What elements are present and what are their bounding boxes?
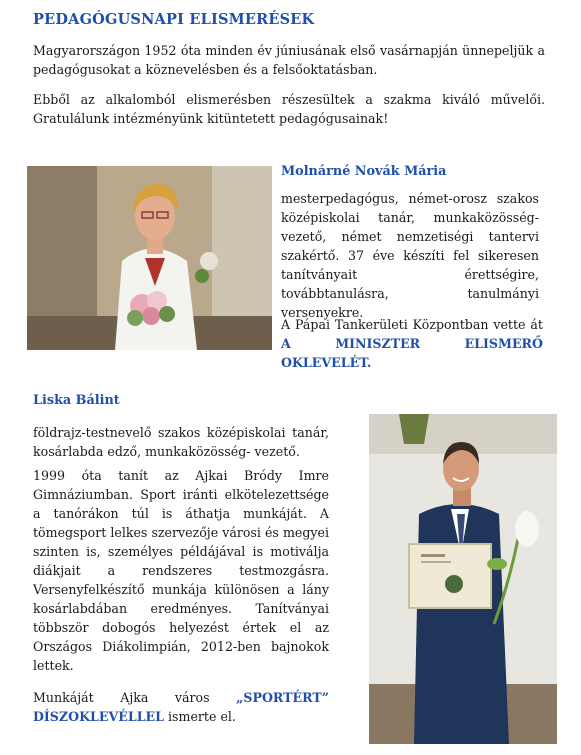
- page-title: PEDAGÓGUSNAPI ELISMERÉSEK: [33, 11, 315, 28]
- photo-liska-balint: [369, 414, 557, 744]
- person2-description: 1999 óta tanít az Ajkai Bródy Imre Gimnáziumban. Sport iránti elkötelezettsége a tanórákon túl is áthatja munkáját. A tömegsport lelkes szervezője városi és megyei szinten is, személyes példájával is motiválja diákjait a rendszeres testmozgásra. Versenyfelkészítő munkája különösen a lány kosárlabdában eredményes. Tanítványai többször dobogós helyezést értek el az Országos Diákolimpián, 2012-ben bajnokok lettek.: [33, 468, 329, 673]
- person1-award: [281, 315, 543, 372]
- person2-award-prefix: Munkáját Ajka város: [33, 690, 210, 705]
- person2-award-suffix: ismerte el.: [168, 709, 236, 724]
- person2-role: földrajz-testnevelő szakos középiskolai tanár, kosárlabda edző, munkaközösség- vezető.: [33, 425, 329, 459]
- person2-award: [33, 688, 329, 726]
- photo-molnarne-novak-maria: [27, 166, 272, 350]
- person2-name: Liska Bálint: [33, 393, 120, 408]
- person1-award-prefix: A Pápai Tankerületi Központban vette át: [281, 317, 543, 332]
- intro-paragraph-2: Ebből az alkalomból elismerésben részesültek a szakma kiváló művelői. Gratulálunk intézményünk kitüntetett pedagógusainak!: [33, 92, 545, 126]
- person1-award-name: A MINISZTER ELISMERŐ OKLEVELÉT.: [281, 336, 543, 370]
- intro-paragraph-1: Magyarországon 1952 óta minden év júniusának első vasárnapján ünnepeljük a pedagógusokat a köznevelésben és a felsőoktatásban.: [33, 43, 545, 77]
- person1-description: mesterpedagógus, német-orosz szakos középiskolai tanár, munkaközösség-vezető, német nemzetiségi tantervi szakértő. 37 éve készíti fel sikeresen tanítványait érettségire, továbbtanulásra, tanulmányi versenyekre.: [281, 191, 539, 320]
- person2-award-name: „SPORTÉRT” DÍSZOKLEVÉLLEL: [33, 690, 329, 724]
- person1-name: Molnárné Novák Mária: [281, 164, 447, 179]
